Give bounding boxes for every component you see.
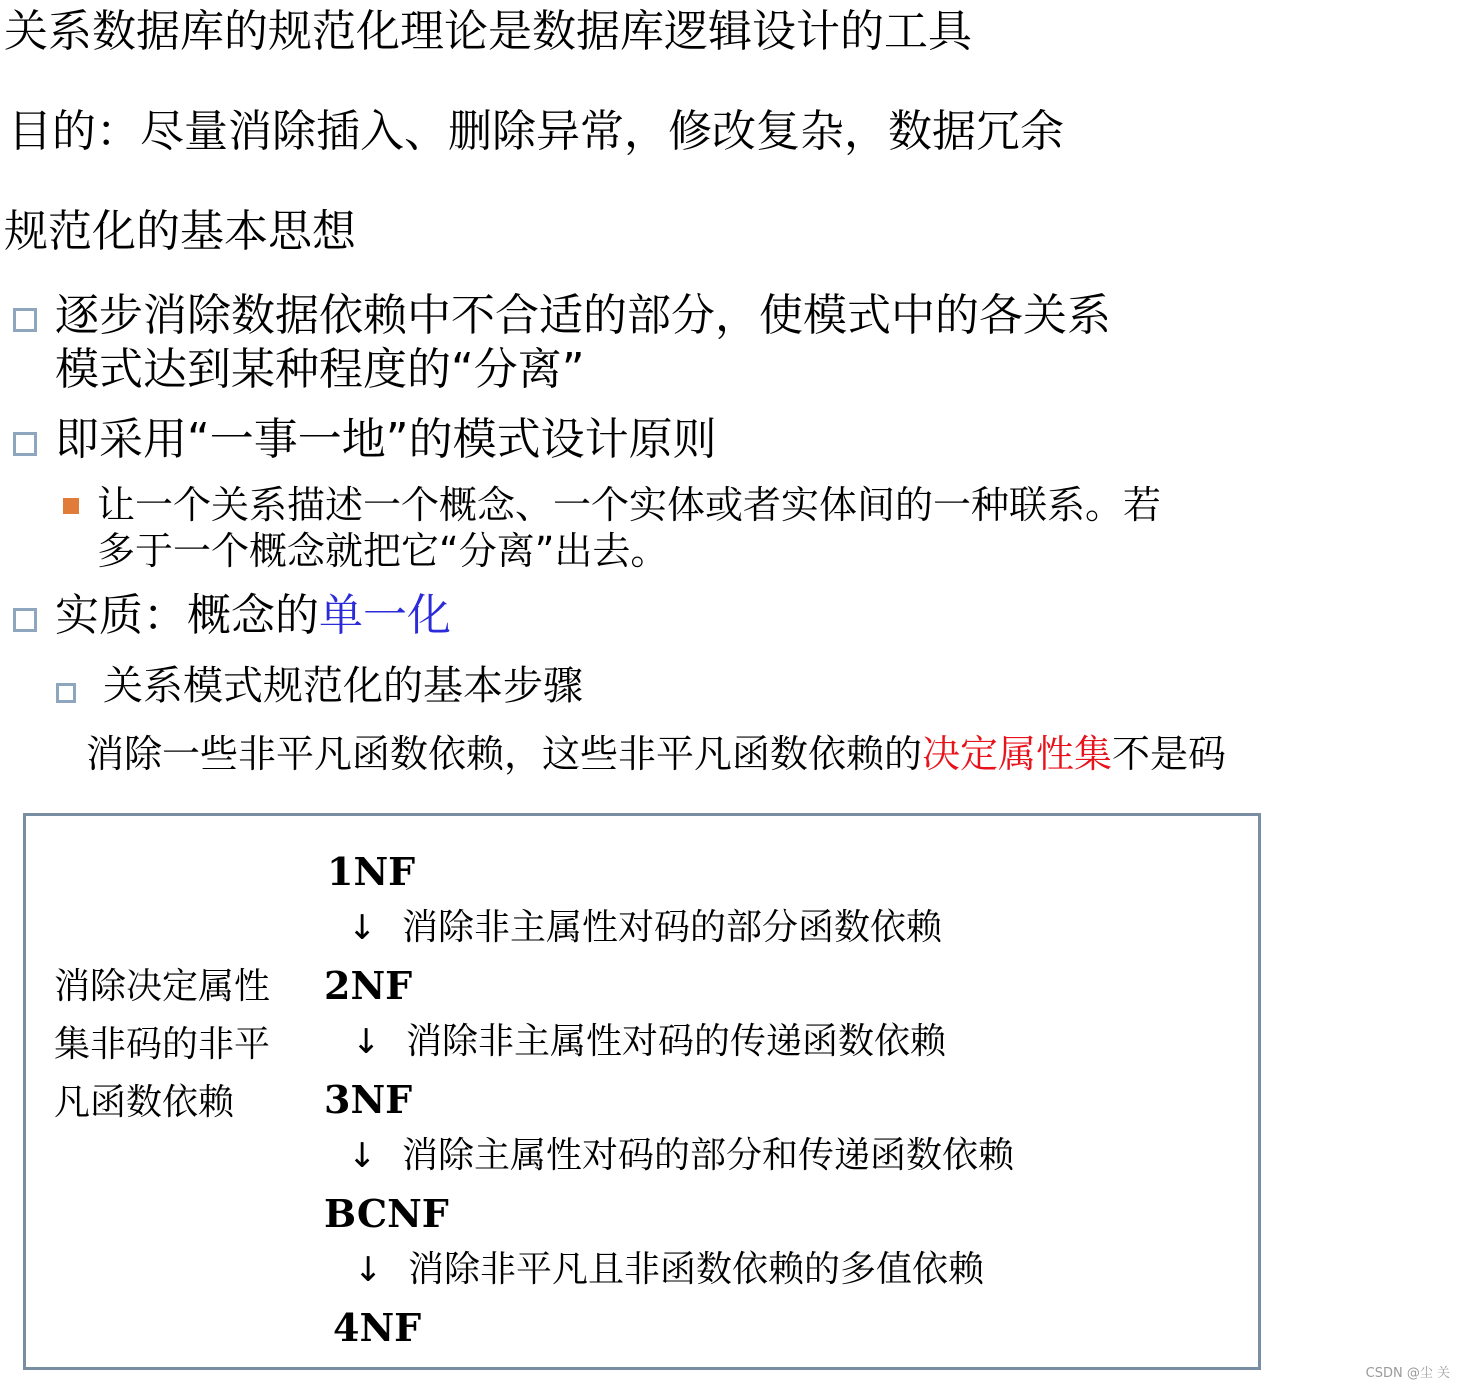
note-line xyxy=(86,731,1226,777)
hollow-square-bullet-icon xyxy=(56,683,76,703)
bullet-2: 即采用“一事一地”的模式设计原则 xyxy=(55,414,717,465)
down-arrow-icon: ↓ xyxy=(348,908,377,948)
step-3-description: 消除主属性对码的部分和传递函数依赖 xyxy=(402,1135,1015,1176)
purpose-line: 目的：尽量消除插入、删除异常，修改复杂，数据冗余 xyxy=(8,106,1064,157)
bullet-3-prefix: 实质：概念的 xyxy=(55,590,319,641)
bullet-1-line-1: 逐步消除数据依赖中不合适的部分，使模式中的各关系 xyxy=(55,290,1111,341)
slide-title: 关系数据库的规范化理论是数据库逻辑设计的工具 xyxy=(4,6,972,57)
down-arrow-icon: ↓ xyxy=(348,1136,377,1176)
normal-form-2nf: 2NF xyxy=(324,963,413,1008)
sub-bullet-line-2: 多于一个概念就把它“分离”出去。 xyxy=(97,529,669,573)
step-4-description: 消除非平凡且非函数依赖的多值依赖 xyxy=(408,1249,985,1290)
note-suffix: 不是码 xyxy=(1112,732,1227,776)
filled-square-bullet-icon xyxy=(63,498,79,514)
normal-form-bcnf: BCNF xyxy=(324,1191,449,1236)
step-1-description: 消除非主属性对码的部分函数依赖 xyxy=(402,907,943,948)
hollow-square-bullet-icon xyxy=(13,432,37,456)
side-label-line-3: 凡函数依赖 xyxy=(54,1082,235,1123)
bullet-1-line-2: 模式达到某种程度的“分离” xyxy=(55,344,585,395)
step-2-description: 消除非主属性对码的传递函数依赖 xyxy=(406,1021,947,1062)
bullet-3-highlight: 单一化 xyxy=(319,590,451,641)
section-heading: 规范化的基本思想 xyxy=(4,206,356,257)
hollow-square-bullet-icon xyxy=(13,608,37,632)
side-label-line-1: 消除决定属性 xyxy=(54,966,271,1007)
bullet-3 xyxy=(55,590,451,642)
down-arrow-icon: ↓ xyxy=(352,1022,381,1062)
watermark: CSDN @尘 关 xyxy=(1365,1366,1450,1381)
note-highlight: 决定属性集 xyxy=(922,732,1113,776)
sub-bullet-line-1: 让一个关系描述一个概念、一个实体或者实体间的一种联系。若 xyxy=(97,483,1162,527)
normal-form-4nf: 4NF xyxy=(333,1305,422,1350)
normal-form-3nf: 3NF xyxy=(324,1077,413,1122)
side-label-line-2: 集非码的非平 xyxy=(54,1024,271,1065)
down-arrow-icon: ↓ xyxy=(354,1250,383,1290)
bullet-4: 关系模式规范化的基本步骤 xyxy=(103,663,583,709)
note-prefix: 消除一些非平凡函数依赖，这些非平凡函数依赖的 xyxy=(86,732,923,776)
hollow-square-bullet-icon xyxy=(13,308,37,332)
normal-form-1nf: 1NF xyxy=(327,849,416,894)
